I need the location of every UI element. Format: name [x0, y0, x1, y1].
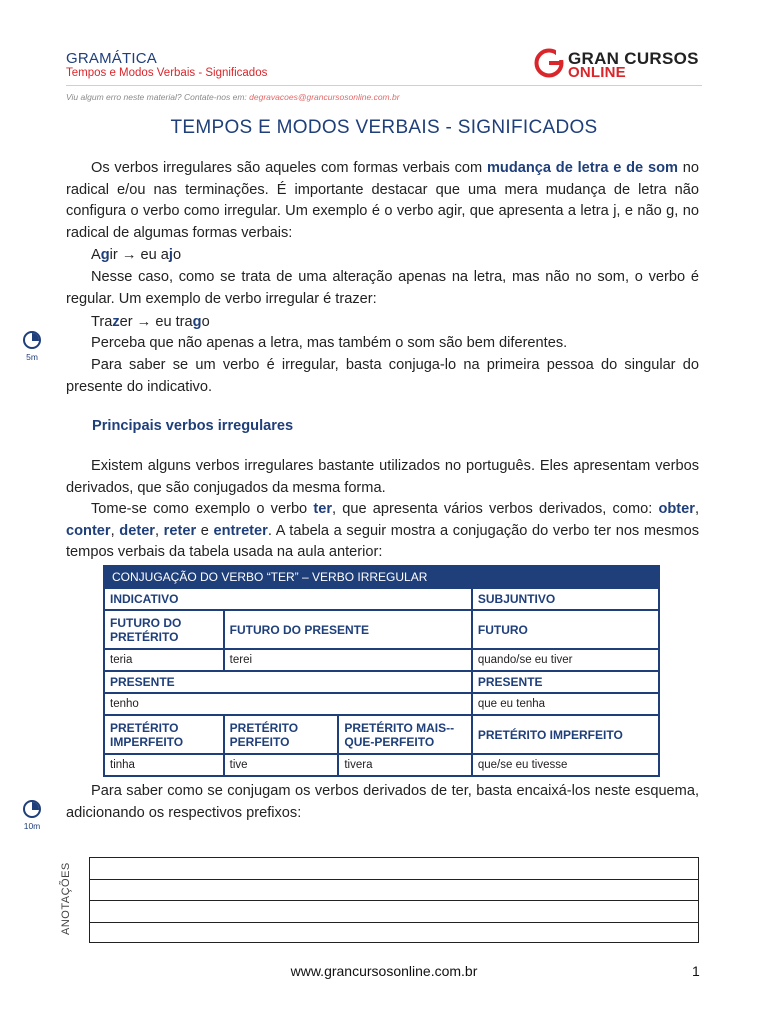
- text-run: ,: [154, 522, 164, 539]
- contact-email-link[interactable]: degravacoes@grancursosonline.com.br: [249, 92, 400, 102]
- table-cell: tive: [224, 754, 339, 776]
- timer-icon: [23, 331, 41, 349]
- header-preterito-imperfeito-subj: PRETÉRITO IMPERFEITO: [472, 715, 659, 754]
- text-run: ir → eu a: [109, 247, 169, 263]
- table-cell: que/se eu tivesse: [472, 754, 659, 776]
- verb-reter: reter: [163, 522, 197, 539]
- contact-text: Viu algum erro neste material? Contate-nos em:: [66, 92, 250, 102]
- notes-label: ANOTAÇÕES: [60, 862, 72, 935]
- text-run: Tome-se como exemplo o verbo: [91, 501, 314, 517]
- paragraph-intro: [66, 158, 699, 244]
- example-agir: [91, 245, 491, 267]
- verb-obter: obter: [658, 501, 695, 517]
- highlight-letter: g: [100, 247, 110, 263]
- table-cell: quando/se eu tiver: [472, 649, 659, 671]
- table-cell: teria: [104, 649, 224, 671]
- text-run: Os verbos irregulares são aqueles com formas verbais com: [91, 160, 487, 176]
- text-run: e: [196, 522, 214, 539]
- header-contact: [66, 92, 400, 102]
- text-run: , que apresenta vários verbos derivados, como:: [332, 501, 659, 517]
- notes-line[interactable]: [90, 901, 698, 923]
- text-run: o: [201, 314, 210, 330]
- timer-marker-10m: [23, 800, 41, 831]
- text-run: er → eu tra: [119, 314, 193, 330]
- paragraph-conjugar: Para saber se um verbo é irregular, basta conjuga-lo na primeira pessoa do singular do presente do indicativo.: [66, 357, 699, 395]
- logo-text-line1: GRAN CURSOS: [568, 49, 699, 68]
- text-run: . A tabela a seguir mostra a conjugação do verbo ter nos mesmos tempos verbais da tabela usada na aula anterior:: [66, 522, 699, 560]
- table-cell: tivera: [338, 754, 472, 776]
- header-futuro-presente: FUTURO DO PRESENTE: [224, 610, 472, 649]
- paragraph-perceba: Perceba que não apenas a letra, mas também o som são bem diferentes.: [91, 335, 568, 351]
- timer-marker-5m: [23, 331, 41, 362]
- header-indicativo: INDICATIVO: [104, 588, 472, 610]
- table-caption: CONJUGAÇÃO DO VERBO “TER” – VERBO IRREGULAR: [104, 566, 659, 588]
- paragraph-existem: Existem alguns verbos irregulares bastante utilizados no português. Eles apresentam verbos derivados, que são conjugados da mesma forma.: [66, 458, 699, 496]
- header-preterito-imperfeito: PRETÉRITO IMPERFEITO: [104, 715, 224, 754]
- example-trazer: [91, 312, 491, 334]
- conjugation-table: [103, 565, 660, 777]
- header-subject: GRAMÁTICA: [66, 50, 157, 67]
- header-presente-subj: PRESENTE: [472, 671, 659, 693]
- timer-icon: [23, 800, 41, 818]
- text-run: Tra: [91, 314, 113, 330]
- paragraph-ter-example: [66, 499, 699, 564]
- notes-line[interactable]: [90, 923, 698, 945]
- table-cell: tinha: [104, 754, 224, 776]
- header-presente: PRESENTE: [104, 671, 472, 693]
- header-subjuntivo: SUBJUNTIVO: [472, 588, 659, 610]
- notes-line[interactable]: [90, 858, 698, 880]
- text-run: o: [172, 247, 182, 263]
- header-preterito-mais-que-perfeito: PRETÉRITO MAIS--QUE-PERFEITO: [338, 715, 472, 754]
- header-preterito-perfeito: PRETÉRITO PERFEITO: [224, 715, 339, 754]
- text-run: ,: [110, 522, 120, 539]
- emphasis-text: mudança de letra e de som: [486, 160, 678, 176]
- timer-label: 10m: [23, 821, 41, 831]
- text-run: no radical e/ou nas terminações. É importante destacar que uma mera mudança de letra não configura o verbo como irregular. Um exemplo é o verbo agir, que apresenta a letra j, e não g, no radical de algumas formas verbais:: [66, 160, 699, 241]
- highlight-letter: j: [168, 247, 173, 263]
- highlight-letter: z: [112, 314, 120, 330]
- timer-label: 5m: [26, 352, 38, 362]
- notes-line[interactable]: [90, 880, 698, 902]
- header-topic: Tempos e Modos Verbais - Significados: [66, 67, 268, 79]
- page-title: TEMPOS E MODOS VERBAIS - SIGNIFICADOS: [170, 117, 598, 138]
- verb-deter: deter: [119, 522, 155, 539]
- paragraph-derivados: Para saber como se conjugam os verbos derivados de ter, basta encaixá-los neste esquema, adicionando os respectivos prefixos:: [66, 783, 699, 821]
- table-cell: terei: [224, 649, 472, 671]
- footer-website-link[interactable]: www.grancursosonline.com.br: [290, 963, 478, 979]
- text-run: A: [91, 247, 101, 263]
- page-number: 1: [692, 963, 700, 979]
- verb-conter: conter: [66, 522, 111, 539]
- header-futuro: FUTURO: [472, 610, 659, 649]
- table-cell: que eu tenha: [472, 693, 659, 715]
- notes-area[interactable]: [89, 857, 699, 943]
- text-run: ,: [694, 501, 700, 517]
- verb-entreter: entreter: [213, 522, 268, 539]
- header-divider: [66, 85, 702, 86]
- header-futuro-preterito: FUTURO DO PRETÉRITO: [104, 610, 224, 649]
- gran-cursos-logo: [534, 48, 704, 82]
- gran-logo-icon: [534, 48, 564, 78]
- verb-ter: ter: [313, 501, 333, 517]
- section-heading: Principais verbos irregulares: [92, 418, 294, 434]
- paragraph-regular: Nesse caso, como se trata de uma alteração apenas na letra, mas não no som, o verbo é regular. Um exemplo de verbo irregular é trazer:: [66, 269, 699, 307]
- table-cell: tenho: [104, 693, 472, 715]
- logo-text-line2: ONLINE: [568, 64, 626, 81]
- highlight-letter: g: [192, 314, 202, 330]
